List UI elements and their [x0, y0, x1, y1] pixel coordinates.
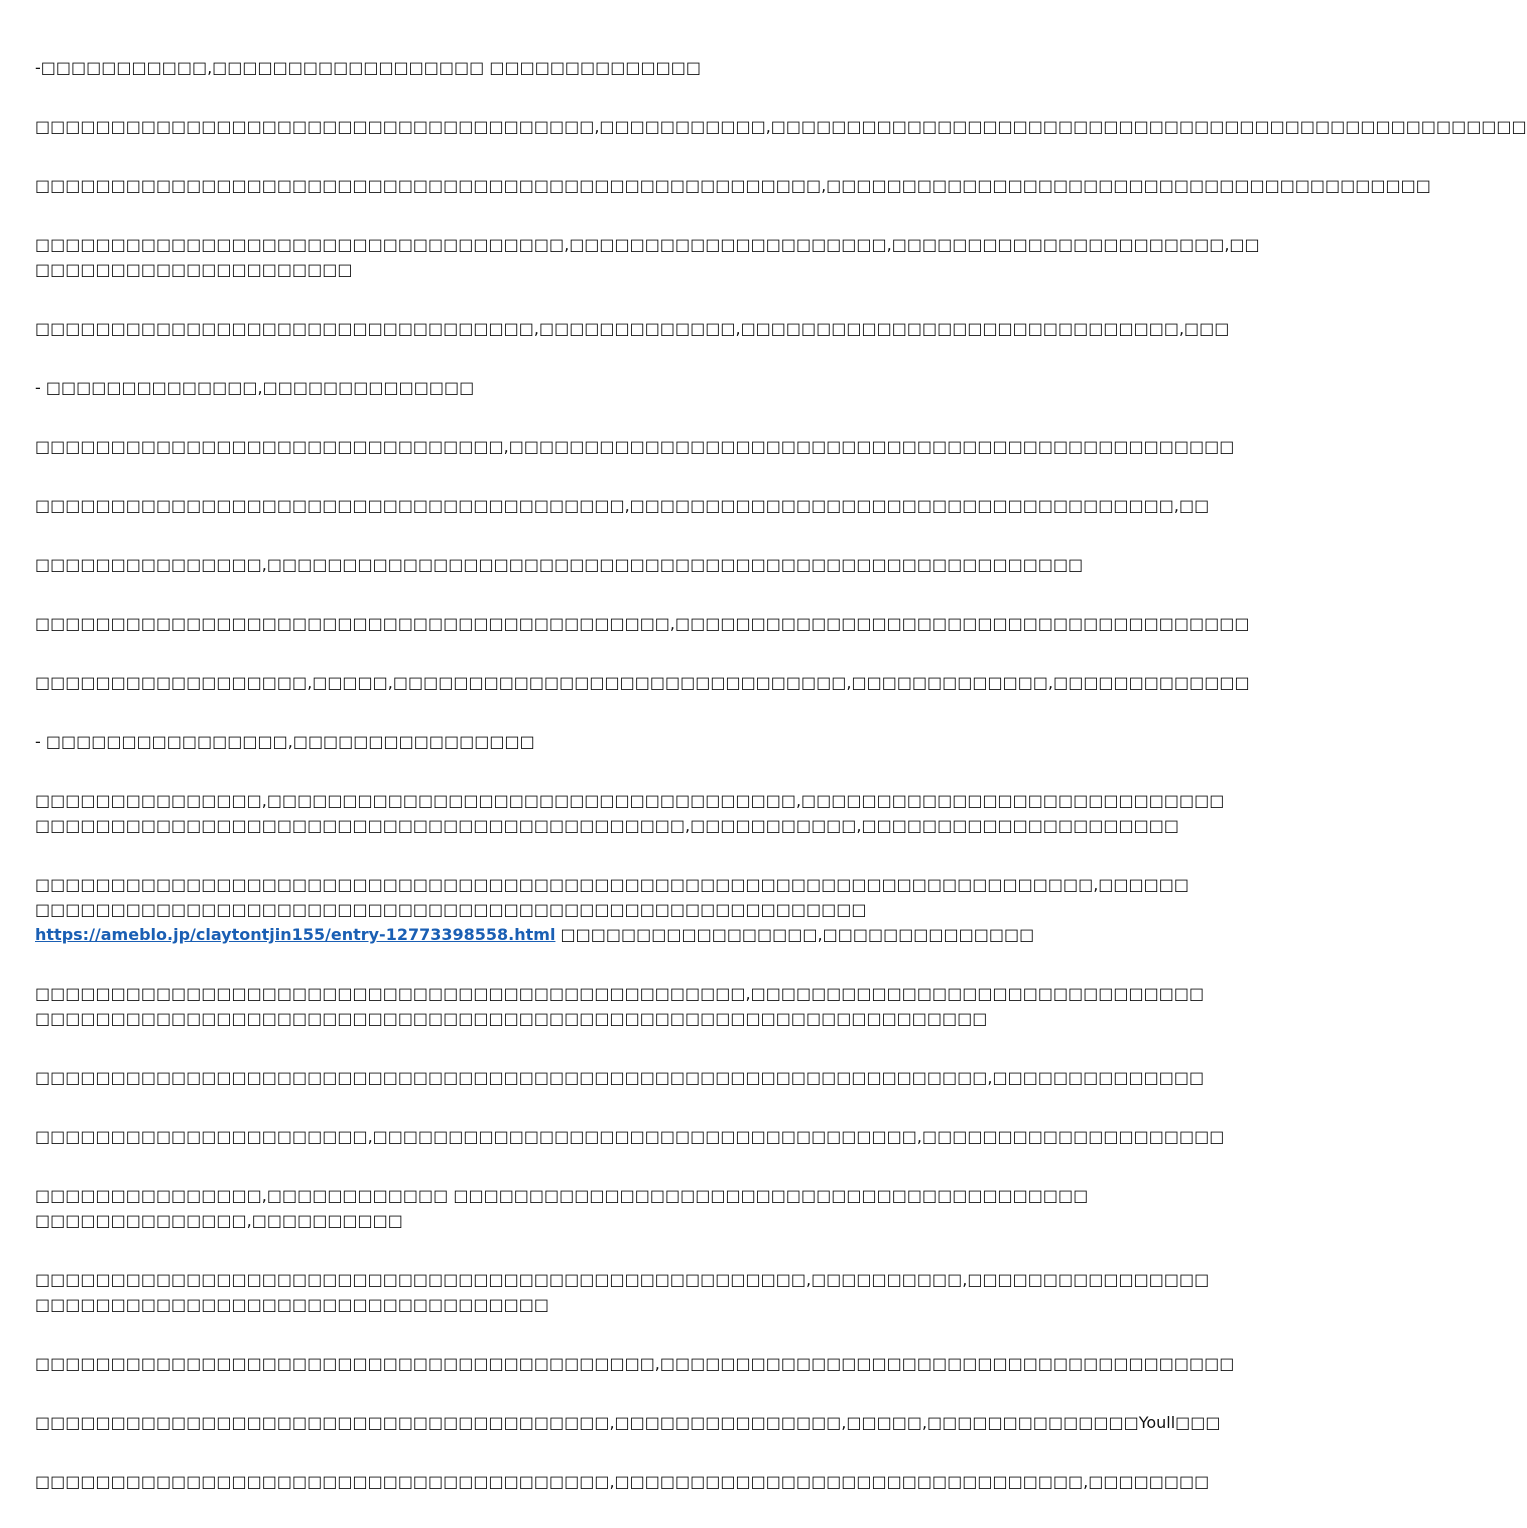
paragraph-line: □□□□□□□□□□□□□□□□□□□□□	[35, 260, 353, 279]
paragraph	[35, 232, 1260, 282]
paragraph	[35, 788, 1225, 838]
paragraph	[35, 316, 1230, 341]
paragraph-line: □□□□□□□□□□□□□□□,□□□□□□□□□□□□□□□□□□□□□□□□□□□□□□□□□□□□□□□□□□□□□□□□□□□□□□	[35, 555, 1084, 574]
paragraph	[35, 1351, 1235, 1376]
paragraph-line: □□□□□□□□□□□□□□,□□□□□□□□□□	[35, 1211, 403, 1230]
paragraph-line: - □□□□□□□□□□□□□□□□,□□□□□□□□□□□□□□□□	[35, 732, 535, 751]
paragraph-line: □□□□□□□□□□□□□□□□□□□□□□□□□□□□□□□□□□□□□,□□□□□□□□□□□,□□□□□□□□□□□□□□□□□□□□□□□□□□□□□□□□□□□□□□□□□□□□□□□□□□	[35, 117, 1527, 136]
paragraph	[35, 434, 1235, 459]
paragraph	[35, 493, 1210, 518]
paragraph-line: -□□□□□□□□□□□,□□□□□□□□□□□□□□□□□□ □□□□□□□□□□□□□□	[35, 58, 701, 77]
paragraph-line: □□□□□□□□□□□□□□□,□□□□□□□□□□□□□□□□□□□□□□□□□□□□□□□□□□□,□□□□□□□□□□□□□□□□□□□□□□□□□□□□	[35, 791, 1225, 810]
paragraph-line: □□□□□□□□□□□□□□□□□□□□□□□□□□□□□□□□□□□□□□,□□□□□□□□□□□□□□□,□□□□□,□□□□□□□□□□□□□□Youll□□□	[35, 1413, 1221, 1432]
paragraph-line: □□□□□□□□□□□□□□□□□□□□□□□□□□□□□□□□□□□□□□□,□□□□□□□□□□□□□□□□□□□□□□□□□□□□□□□□□□□□,□□	[35, 496, 1210, 515]
paragraph	[35, 611, 1250, 636]
paragraph-line: □□□□□□□□□□□□□□□□□□□□□□□□□□□□□□□□□□□□□□□□□□,□□□□□□□□□□□□□□□□□□□□□□□□□□□□□□□□□□□□□□	[35, 614, 1250, 633]
paragraph	[35, 1183, 1089, 1233]
paragraph	[35, 981, 1205, 1031]
paragraph-line: □□□□□□□□□□□□□□□□□□□□□□□□□□□□□□□□□□□□□□□□□□□□□□□,□□□□□□□□□□□□□□□□□□□□□□□□□□□□□□	[35, 984, 1205, 1003]
paragraph	[35, 55, 990, 80]
paragraph	[35, 1410, 1221, 1435]
paragraph-line: - □□□□□□□□□□□□□□,□□□□□□□□□□□□□□	[35, 378, 475, 397]
paragraph-line: □□□□□□□□□□□□□□□□□□□□□□,□□□□□□□□□□□□□□□□□□□□□□□□□□□□□□□□□□□□,□□□□□□□□□□□□□□□□□□□□	[35, 1127, 1225, 1146]
paragraph	[35, 670, 1250, 695]
paragraph-line: □□□□□□□□□□□□□□□□□□□□□□□□□□□□□□□□□□□□□□□□□,□□□□□□□□□□□□□□□□□□□□□□□□□□□□□□□□□□□□□□	[35, 1354, 1235, 1373]
paragraph-line: □□□□□□□□□□□□□□□□□□□□□□□□□□□□□□□□□□□□□□□□□□□□□□□□□□□□□□□□□□□□□□□,□□□□□□□□□□□□□□	[35, 1068, 1205, 1087]
link-line	[35, 922, 1035, 947]
paragraph-line: □□□□□□□□□□□□□□□□□□□□□□□□□□□□□□□,□□□□□□□□□□□□□□□□□□□□□□□□□□□□□□□□□□□□□□□□□□□□□□□□	[35, 437, 1235, 456]
paragraph	[35, 114, 1527, 139]
paragraph	[35, 1469, 1210, 1494]
paragraph-line: □□□□□□□□□□□□□□□□□□□□□□□□□□□□□□□□□□□□□□□□□□□□□□□□□□□□□□□□□□□□□□□	[35, 1009, 988, 1028]
paragraph-line: □□□□□□□□□□□□□□□□□□□□□□□□□□□□□□□□□□□□□□□□□□□□□□□□□□□,□□□□□□□□□□,□□□□□□□□□□□□□□□□	[35, 1270, 1210, 1289]
paragraph	[35, 729, 990, 754]
paragraph-line: □□□□□□□□□□□□□□□□□□□□□□□□□□□□□□□□□□	[35, 1295, 549, 1314]
paragraph-line: □□□□□□□□□□□□□□□□□□□□□□□□□□□□□□□□□□□,□□□□□□□□□□□□□□□□□□□□□,□□□□□□□□□□□□□□□□□□□□□□,□□	[35, 235, 1260, 254]
document-body	[35, 55, 1527, 1528]
paragraph	[35, 1065, 1205, 1090]
paragraph	[35, 1267, 1210, 1317]
paragraph-line: □□□□□□□□□□□□□□□□□□□□□□□□□□□□□□□□□,□□□□□□□□□□□□□,□□□□□□□□□□□□□□□□□□□□□□□□□□□□□,□□□	[35, 319, 1230, 338]
paragraph-line: □□□□□□□□□□□□□□□□□□□□□□□□□□□□□□□□□□□□□□□□□□□,□□□□□□□□□□□,□□□□□□□□□□□□□□□□□□□□□	[35, 816, 1179, 835]
paragraph-line: □□□□□□□□□□□□□□□□□□□□□□□□□□□□□□□□□□□□□□□□□□□□□□□□□□□□□□□	[35, 900, 867, 919]
link-trailing-text: □□□□□□□□□□□□□□□□□,□□□□□□□□□□□□□□	[555, 925, 1035, 944]
paragraph-line: □□□□□□□□□□□□□□□□□□□□□□□□□□□□□□□□□□□□□□,□□□□□□□□□□□□□□□□□□□□□□□□□□□□□□□,□□□□□□□□	[35, 1472, 1210, 1491]
paragraph	[35, 1124, 1225, 1149]
paragraph	[35, 375, 990, 400]
paragraph-line: □□□□□□□□□□□□□□□□□□□□□□□□□□□□□□□□□□□□□□□□□□□□□□□□□□□□□□□□□□□□□□□□□□□□□□,□□□□□□	[35, 875, 1189, 894]
paragraph	[35, 872, 1189, 947]
paragraph	[35, 173, 1431, 198]
paragraph	[35, 552, 1084, 577]
paragraph-line: □□□□□□□□□□□□□□□□□□□□□□□□□□□□□□□□□□□□□□□□□□□□□□□□□□□□,□□□□□□□□□□□□□□□□□□□□□□□□□□□□□□□□□□□□□□□□	[35, 176, 1431, 195]
paragraph-line: □□□□□□□□□□□□□□□□□□,□□□□□,□□□□□□□□□□□□□□□□□□□□□□□□□□□□□□,□□□□□□□□□□□□□,□□□□□□□□□□□□□	[35, 673, 1250, 692]
paragraph-line: □□□□□□□□□□□□□□□,□□□□□□□□□□□□ □□□□□□□□□□□□□□□□□□□□□□□□□□□□□□□□□□□□□□□□□□	[35, 1186, 1089, 1205]
blog-entry-link[interactable]: https://ameblo.jp/claytontjin155/entry-12773398558.html	[35, 925, 556, 944]
